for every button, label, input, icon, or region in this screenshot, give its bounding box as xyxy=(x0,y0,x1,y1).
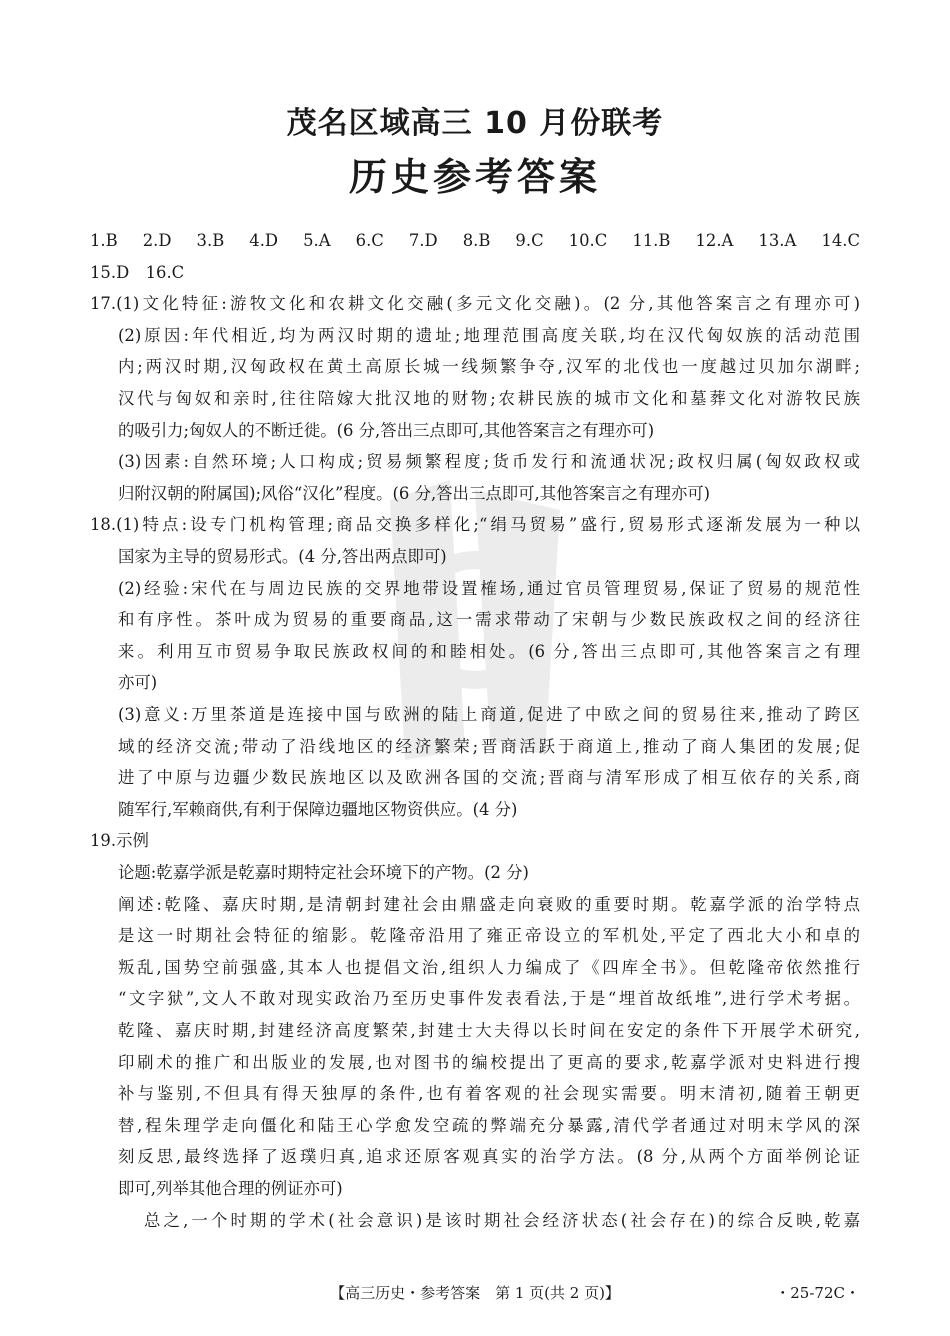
text-line: 17.(1)文化特征:游牧文化和农耕文化交融(多元文化交融)。(2 分,其他答案言之有理亦可) xyxy=(90,294,860,314)
text-line: (2)经验:宋代在与周边民族的交界地带设置榷场,通过官员管理贸易,保证了贸易的规范性 xyxy=(118,578,860,598)
document-code: ・25-72C・ xyxy=(775,1284,860,1302)
text-line: 总之,一个时期的学术(社会意识)是该时期社会经济状态(社会存在)的综合反映,乾嘉 xyxy=(144,1210,860,1230)
text-line: 18.(1)特点:设专门机构管理;商品交换多样化;“绢马贸易”盛行,贸易形式逐渐发展为一种以 xyxy=(90,515,860,535)
text-line: (2)原因:年代相近,均为两汉时期的遗址;地理范围高度关联,均在汉代匈奴族的活动范围 xyxy=(118,325,860,345)
text-line: (3)因素:自然环境;人口构成;贸易频繁程度;货币发行和流通状况;政权归属(匈奴政权或 xyxy=(118,452,860,472)
text-line: 进了中原与边疆少数民族地区以及欧洲各国的交流;晋商与清军形成了相互依存的关系,商 xyxy=(118,768,860,788)
text-line: (3)意义:万里茶道是连接中国与欧洲的陆上商道,促进了中欧之间的贸易往来,推动了跨区 xyxy=(118,705,860,724)
text-line: 印刷术的推广和出版业的发展,也对图书的编校提出了更高的要求,乾嘉学派对史料进行搜 xyxy=(118,1052,860,1072)
text-line: 亦可) xyxy=(118,673,158,693)
text-line: 和有序性。茶叶成为贸易的重要商品,这一需求带动了宋朝与少数民族政权之间的经济往 xyxy=(118,610,860,630)
text-line: 15.D 16.C xyxy=(90,262,185,282)
text-line: 内;两汉时期,汉匈政权在黄土高原长城一线频繁争夺,汉军的北伐也一度越过贝加尔湖畔; xyxy=(118,357,860,377)
text-line: 是这一时期社会特征的缩影。乾隆帝沿用了雍正帝设立的军机处,平定了西北大小和卓的 xyxy=(118,926,860,946)
page-footer: 【高三历史・参考答案 第 1 页(共 2 页)】 xyxy=(330,1284,620,1302)
text-line: 即可,列举其他合理的例证亦可) xyxy=(118,1179,343,1198)
text-line: 乾隆、嘉庆时期,封建经济高度繁荣,封建士大夫得以长时间在安定的条件下开展学术研究, xyxy=(118,1021,860,1040)
text-line: 刻反思,最终选择了返璞归真,追求还原客观真实的治学方法。(8 分,从两个方面举例论证 xyxy=(118,1147,860,1167)
text-line: 补与鉴别,不但具有得天独厚的条件,也有着客观的社会现实需要。明末清初,随着王朝更 xyxy=(118,1084,860,1104)
answer-key-title: 历史参考答案 xyxy=(348,155,601,199)
exam-title: 茂名区域高三 10 月份联考 xyxy=(286,106,664,141)
text-line: 汉代与匈奴和亲时,往往陪嫁大批汉地的财物;农耕民族的城市文化和墓葬文化对游牧民族 xyxy=(118,389,860,408)
text-line: 来。利用互市贸易争取民族政权间的和睦相处。(6 分,答出三点即可,其他答案言之有理 xyxy=(118,641,860,661)
text-line: 归附汉朝的附属国);风俗“汉化”程度。(6 分,答出三点即可,其他答案言之有理亦可) xyxy=(118,483,711,503)
text-line: 论题:乾嘉学派是乾嘉时期特定社会环境下的产物。(2 分) xyxy=(118,863,529,882)
text-line: 叛乱,国势空前强盛,其本人也提倡文治,组织人力编成了《四库全书》。但乾隆帝依然推行 xyxy=(118,957,860,977)
text-line: 1.B 2.D 3.B 4.D 5.A 6.C 7.D 8.B 9.C 10.C 11.B 12.A 13.A 14.C xyxy=(90,231,860,250)
text-line: 域的经济交流;带动了沿线地区的经济繁荣;晋商活跃于商道上,推动了商人集团的发展;促 xyxy=(118,736,860,756)
text-line: 阐述:乾隆、嘉庆时期,是清朝封建社会由鼎盛走向衰败的重要时期。乾嘉学派的治学特点 xyxy=(118,894,860,914)
text-line: “文字狱”,文人不敢对现实政治乃至历史事件发表看法,于是“埋首故纸堆”,进行学术考据。 xyxy=(118,989,860,1009)
text-line: 19.示例 xyxy=(90,831,149,851)
text-line: 国家为主导的贸易形式。(4 分,答出两点即可) xyxy=(118,547,447,566)
text-line: 替,程朱理学走向僵化和陆王心学愈发空疏的弊端充分暴露,清代学者通过对明末学风的深 xyxy=(118,1115,860,1135)
text-line: 的吸引力;匈奴人的不断迁徙。(6 分,答出三点即可,其他答案言之有理亦可) xyxy=(118,420,655,440)
text-line: 随军行,军赖商供,有利于保障边疆地区物资供应。(4 分) xyxy=(118,799,518,819)
